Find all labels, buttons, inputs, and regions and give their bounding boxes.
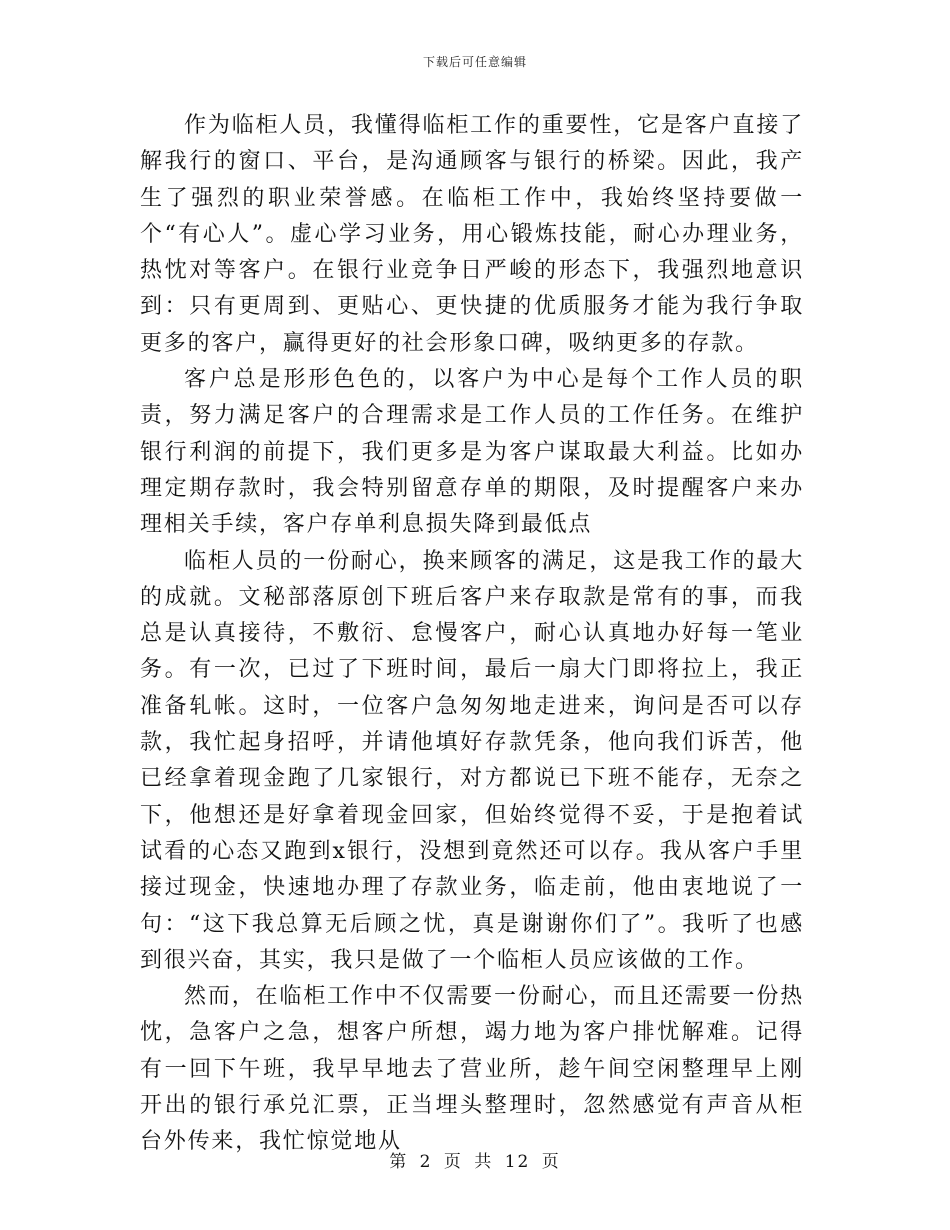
paragraph-1: 作为临柜人员，我懂得临柜工作的重要性，它是客户直接了解我行的窗口、平台，是沟通顾客与银行的桥梁。因此，我产生了强烈的职业荣誉感。在临柜工作中，我始终坚持要做一个“有心人”。虚心学习业务，用心锻炼技能，耐心办理业务，热忱对等客户。在银行业竞争日严峻的形态下，我强烈地意识到：只有更周到、更贴心、更快捷的优质服务才能为我行争取更多的客户，赢得更好的社会形象口碑，吸纳更多的存款。: [140, 113, 804, 356]
paragraph-4: 然而，在临柜工作中不仅需要一份耐心，而且还需要一份热忱，急客户之急，想客户所想，竭力地为客户排忧解难。记得有一回下午班，我早早地去了营业所，趁午间空闲整理早上刚开出的银行承兑汇票，正当埋头整理时，忽然感觉有声音从柜台外传来，我忙惊觉地从: [140, 984, 804, 1155]
page-footer: 第 2 页 共 12 页: [389, 1152, 561, 1172]
paragraph-3: 临柜人员的一份耐心，换来顾客的满足，这是我工作的最大的成就。文秘部落原创下班后客户来存取款是常有的事，而我总是认真接待，不敷衍、怠慢客户，耐心认真地办好每一笔业务。有一次，已过了下班时间，最后一扇大门即将拉上，我正准备轧帐。这时，一位客户急匆匆地走进来，询问是否可以存款，我忙起身招呼，并请他填好存款凭条，他向我们诉苦，他已经拿着现金跑了几家银行，对方都说已下班不能存，无奈之下，他想还是好拿着现金回家，但始终觉得不妥，于是抱着试试看的心态又跑到x银行，没想到竟然还可以存。我从客户手里接过现金，快速地办理了存款业务，临走前，他由衷地说了一句：“这下我总算无后顾之忧，真是谢谢你们了”。我听了也感到很兴奋，其实，我只是做了一个临柜人员应该做的工作。: [140, 548, 804, 973]
paragraph-2: 客户总是形形色色的，以客户为中心是每个工作人员的职责，努力满足客户的合理需求是工作人员的工作任务。在维护银行利润的前提下，我们更多是为客户谋取最大利益。比如办理定期存款时，我会特别留意存单的期限，及时提醒客户来办理相关手续，客户存单利息损失降到最低点: [140, 367, 804, 538]
page-header: 下载后可任意编辑: [422, 55, 527, 69]
document-body: [140, 108, 804, 1161]
